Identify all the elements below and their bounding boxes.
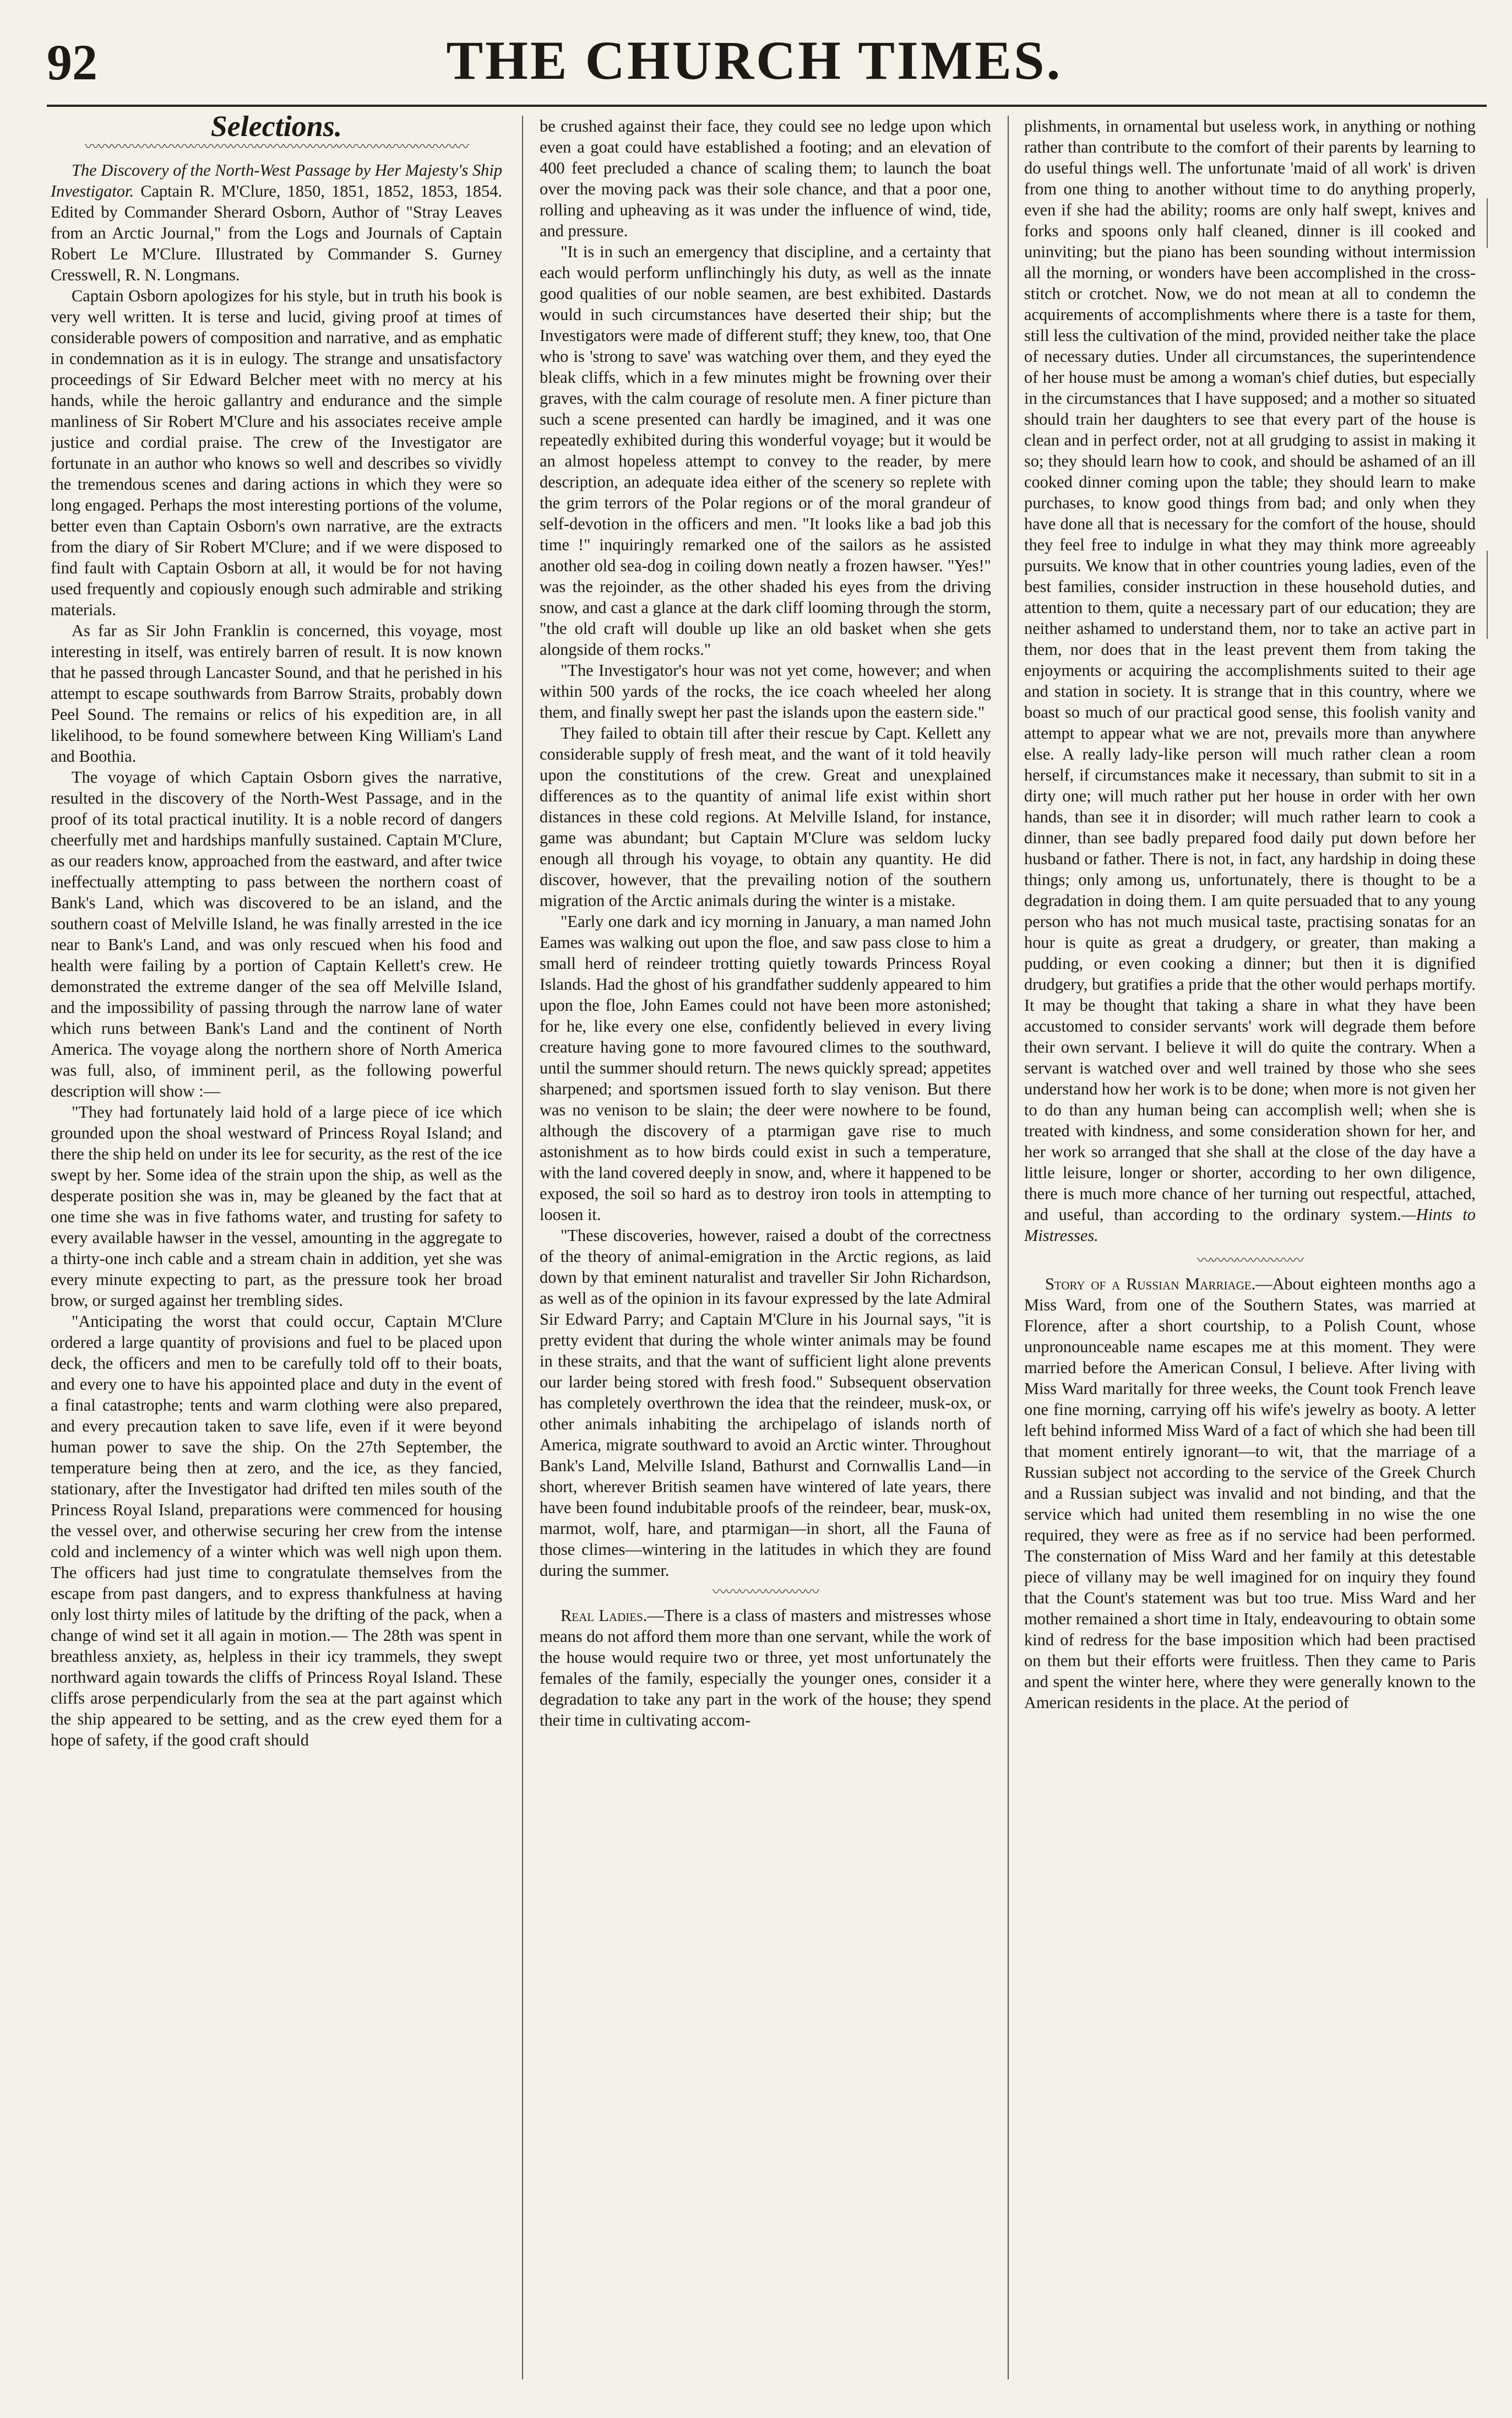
paragraph: As far as Sir John Franklin is concerned, this voyage, most interesting in itself, was entirely barren of result. It is now known that he passed through Lancaster Sound, and that he perished in his attempt to escape southwards from Barrow Straits, probably down Peel Sound. The remains or relics of his expedition are, in all likelihood, to be found somewhere between King William's Land and Boothia. xyxy=(51,621,502,766)
margin-mark xyxy=(1487,551,1488,639)
column-divider xyxy=(1008,116,1009,2379)
review-heading xyxy=(51,160,502,285)
section-heading: Selections. xyxy=(210,116,342,143)
page-header xyxy=(22,22,1487,99)
article-text: plishments, in ornamental but useless work, in anything or nothing rather than contribute to the comfort of their parents by learning to do useful things well. The unfortunate 'maid of all work' is driven from one thing to another without time to do anything properly, even if she had the ability; rooms are only half swept, knives and forks and spoons only half cleaned, dinner is ill cooked and uninviting; but the piano has been sounding without intermission all the morning, or wonders have been accomplished in the cross-stitch or crotchet. Now, we do not mean at all to condemn the acquirements of accomplishments where there is a taste for them, still less the cultivation of the mind, provided neither take the place of necessary duties. Under all circumstances, the superintendence of her house must be among a woman's chief duties, but especially in the circumstances that I have supposed; and a mother so situated should train her daughters to see that every part of the house is clean and in perfect order, not at all grudging to assist in making it so; they should learn how to cook, and should be ashamed of an ill cooked dinner coming upon the table; they should learn to make purchases, to know good things from bad; and only when they have done all that is necessary for the comfort of the house, should they feel free to indulge in what they may think more agreeably pursuits. We know that in other countries young ladies, even of the best families, consider instruction in these household duties, and attention to them, quite a necessary part of our education; they are neither ashamed to understand them, nor to take an active part in them, nor does that in the least prevent them from taking the enjoyments or acquiring the accomplishments suited to their age and station in society. It is strange that in this country, where we boast so much of our practical good sense, this foolish vanity and attempt to appear what we are not, prevails more than anywhere else. A really lady-like person will much rather clean a room herself, if circumstances make it necessary, than submit to sit in a dirty one; will much rather put her house in order with her own hands, than see it in disorder; will much rather learn to cook a dinner, than see badly prepared food daily put down before her husband or father. There is not, in fact, any hardship in doing these things; only among us, unfortunately, there is thought to be a degradation in doing them. I am quite persuaded that to any young person who has not much musical taste, practising sonatas for an hour is quite as great a drudgery, or greater, than making a pudding, or even cooking a dinner; but then it is dignified drudgery, but gratifies a pride that the other would perhaps mortify. It may be thought that taking a share in what they have been accustomed to consider servants' work will degrade them before their own servant. I believe it will do quite the contrary. When a servant is watched over and well trained by those who she sees understand how her work is to be done; when more is not given her to do than any human being can accomplish well; when she is treated with kindness, and some consideration shown for her, and her work so arranged that she shall at the close of the day have a little leisure, longer or shorter, according to her own diligence, there is much more chance of her turning out respectful, attached, and useful, than according to the ordinary system. xyxy=(1024,117,1476,1224)
page-number: 92 xyxy=(47,34,97,90)
article-heading: Real Ladies. xyxy=(561,1606,648,1625)
ornamental-rule: 〰〰〰〰〰〰〰〰〰〰〰〰〰〰〰〰〰〰〰〰〰〰〰〰〰〰〰〰〰 xyxy=(84,139,468,155)
column-divider xyxy=(522,116,523,2379)
article-text: —There is a class of masters and mistresses whose means do not afford them more than one servant, while the work of the house would require two or three, yet most unfortunately the females of the family, especially the younger ones, consider it a degradation to take any part in the work of the house; they spend their time in cultivating accom- xyxy=(540,1606,991,1730)
paragraph: The voyage of which Captain Osborn gives the narrative, resulted in the discovery of the North-West Passage, and in the proof of its total practical inutility. It is a noble record of dangers cheerfully met and hardships manfully sustained. Captain M'Clure, as our readers know, approached from the eastward, and after twice ineffectually attempting to pass between the northern coast of Bank's Land, which was discovered to be an island, and the southern coast of Melville Island, he was finally arrested in the ice near to Bank's Land, and was only rescued when his food and health were failing by a portion of Captain Kellett's crew. He demonstrated the extreme danger of the sea off Melville Island, and the impossibility of passing through the narrow lane of water which runs between Bank's Land and the continent of North America. The voyage along the northern shore of North America was full, also, of imminent peril, as the following powerful description will show :— xyxy=(51,768,502,1100)
paragraph: "It is in such an emergency that discipline, and a certainty that each would perform unflinchingly his duty, as well as the innate good qualities of our noble seamen, are best exhibited. Dastards would in such circumstances have deserted their ship; but the Investigators were made of different stuff; they knew, too, that One who is 'strong to save' was watching over them, and they eyed the bleak cliffs, which in a few minutes might be frowning over their graves, with the calm courage of resolute men. A finer picture than such a scene presented can hardly be imagined, and it was one repeatedly exhibited during this wonderful voyage; but it would be an almost hopeless attempt to convey to the reader, by mere description, an adequate idea either of the scenery so replete with the grim terrors of the Polar regions or of the moral grandeur of self-devotion in the officers and men. "It looks like a bad job this time !" inquiringly remarked one of the sailors as he assisted another old sea-dog in coiling down neatly a frozen hawser. "Yes!" was the rejoinder, as the other shaded his eyes from the driving snow, and cast a glance at the dark cliff looming through the storm, "the old craft will double up like an old basket when she gets alongside of them rocks." xyxy=(540,242,991,659)
margin-mark xyxy=(1487,198,1488,248)
paragraph: They failed to obtain till after their rescue by Capt. Kellett any considerable supply of fresh meat, and the want of it told heavily upon the constitutions of the crew. Great and unexplained differences as to the quantity of animal life exist within short distances in these cold regions. At Melville Island, for instance, game was abundant; but Captain M'Clure was seldom lucky enough all through his voyage, to obtain any quantity. He did discover, however, that the prevailing notion of the southern migration of the Arctic animals during the winter is a mistake. xyxy=(540,724,991,910)
ornamental-rule: 〰〰〰〰〰〰〰〰 xyxy=(1196,1253,1303,1268)
column-3 xyxy=(1024,116,1476,2385)
paragraph: Captain Osborn apologizes for his style, but in truth his book is very well written. It is terse and lucid, giving proof at times of considerable powers of composition and narrative, and as emphatic in condemnation as it is in eulogy. The strange and unsatisfactory proceedings of Sir Edward Belcher meet with no mercy at his hands, while the heroic gallantry and endurance and the simple manliness of Sir Robert M'Clure and his associates receive ample justice and cordial praise. The crew of the Investigator are fortunate in an author who knows so well and describes so vividly the tremendous scenes and daring actions in which they were so long engaged. Perhaps the most interesting portions of the volume, better even than Captain Osborn's own narrative, are the extracts from the diary of Sir Robert M'Clure; and if we were disposed to find fault with Captain Osborn at all, it would be for not having used frequently and copiously enough such admirable and striking materials. xyxy=(51,286,502,619)
real-ladies-article xyxy=(540,1605,991,1731)
paragraph: "They had fortunately laid hold of a large piece of ice which grounded upon the shoal westward of Princess Royal Island; and there the ship held on under its lee for security, as the rest of the ice swept by her. Some idea of the strain upon the ship, as well as the desperate position she was in, may be gleaned by the fact that at one time she was in five fathoms water, and trusting for safety to every available hawser in the vessel, amounting in the aggregate to a thirty-one inch cable and a stream chain in addition, yet she was every minute expecting to part, as the pressure took her broad brow, or surged against her trembling sides. xyxy=(51,1103,502,1310)
russian-marriage-article xyxy=(1024,1273,1476,1713)
article-source: —Hints to Mistresses. xyxy=(1024,1205,1476,1245)
newspaper-title: THE CHURCH TIMES. xyxy=(446,30,1063,91)
ornamental-rule: 〰〰〰〰〰〰〰〰 xyxy=(712,1584,818,1600)
paragraph: "Anticipating the worst that could occur, Captain M'Clure ordered a large quantity of provisions and fuel to be placed upon deck, the officers and men to be carefully told off to their boats, and every one to have his appointed place and duty in the event of a final catastrophe; tents and warm clothing were also prepared, and every precaution taken to save life, even if it were beyond human power to save the ship. On the 27th September, the temperature being then at zero, and the ice, as they fancied, stationary, after the Investigator had drifted ten miles south of the Princess Royal Island, preparations were commenced for housing the vessel over, and otherwise securing her crew from the intense cold and inclemency of a winter which was well nigh upon them. The officers had just time to congratulate themselves from the escape from past dangers, and to express thankfulness at having only lost thirty miles of latitude by the drifting of the pack, when a change of wind set it all again in motion.— The 28th was spent in breathless anxiety, as, helpless in their icy trammels, they swept northward again towards the cliffs of Princess Royal Island. These cliffs arose perpendicularly from the sea at the part against which the ship appeared to be setting, and as the crew eyed them for a hope of safety, if the good craft should xyxy=(51,1312,502,1749)
column-2 xyxy=(540,116,991,2385)
article-heading: Story of a Russian Marriage. xyxy=(1045,1275,1256,1293)
paragraph: be crushed against their face, they could see no ledge upon which even a goat could have established a footing; and an elevation of 400 feet precluded a chance of scaling them; to launch the boat over the moving pack was their sole chance, and that a poor one, rolling and upheaving as it was under the influence of wind, tide, and pressure. xyxy=(540,117,991,240)
real-ladies-continued xyxy=(1024,116,1476,1246)
article-text: —About eighteen months ago a Miss Ward, from one of the Southern States, was married at Florence, after a short courtship, to a Polish Count, whose unpronounceable name escapes me at this moment. They were married before the American Consul, I believe. After living with Miss Ward maritally for three weeks, the Count took French leave one fine morning, carrying off his wife's jewelry as booty. A letter left behind informed Miss Ward of a fact of which she had been till that moment entirely ignorant—to wit, that the marriage of a Russian subject not according to the service of the Greek Church and a Russian subject was invalid and not binding, and that the service which had united them resembling in no wise the one required, they were as free as if no service had been performed. The consternation of Miss Ward and her family at this detestable piece of villany may be well imagined for on inquiry they found that the Count's statement was but too true. Miss Ward and her mother remained a short time in Italy, endeavouring to obtain some kind of redress for the base imposition which had been practised on them but their efforts were fruitless. Then they came to Paris and spent the winter here, where they were generally known to the American residents in the place. At the period of xyxy=(1024,1275,1476,1712)
paragraph: "The Investigator's hour was not yet come, however; and when within 500 yards of the rocks, the ice coach wheeled her along them, and finally swept her past the islands upon the eastern side." xyxy=(540,661,991,722)
book-details: Captain R. M'Clure, 1850, 1851, 1852, 1853, 1854. Edited by Commander Sherard Osborn, Author of "Stray Leaves from an Arctic Journal," from the Logs and Journals of Captain Robert Le M'Clure. Illustrated by Commander S. Gurney Cresswell, R. N. Longmans. xyxy=(51,182,502,284)
header-rule xyxy=(47,105,1487,107)
paragraph: "Early one dark and icy morning in January, a man named John Eames was walking out upon the floe, and saw pass close to him a small herd of reindeer trotting quietly towards Princess Royal Islands. Had the ghost of his grandfather suddenly appeared to him upon the floe, John Eames could not have been more astonished; for he, like every one else, confidently believed in every living creature having gone to more favoured climes to the southward, until the summer should return. The news quickly spread; appetites sharpened; and sportsmen issued forth to slay venison. But there was no venison to be slain; the deer were nowhere to be found, although the discovery of a ptarmigan gave rise to much astonishment as to how birds could exist in such a temperature, with the land covered deeply in snow, and, where it happened to be exposed, the soil so hard as to destroy iron tools in attempting to loosen it. xyxy=(540,912,991,1224)
column-1 xyxy=(51,116,502,2385)
paragraph: "These discoveries, however, raised a doubt of the correctness of the theory of animal-emigration in the Arctic regions, as laid down by that eminent naturalist and traveller Sir John Richardson, as well as of the opinion in its favour expressed by the late Admiral Sir Edward Parry; and Captain M'Clure in his Journal says, "it is pretty evident that during the whole winter animals may be found in these straits, and that the want of sufficient light alone prevents our larder being stored with fresh food." Subsequent observation has completely overthrown the idea that the reindeer, musk-ox, or other animals inhabiting the archipelago of islands north of America, migrate southward to avoid an Arctic winter. Throughout Bank's Land, Melville Island, Bathurst and Cornwallis Land—in short, wherever British seamen have wintered of late years, there have been found indubitable proofs of the reindeer, bear, musk-ox, marmot, wolf, hare, and ptarmigan—in short, all the Fauna of those climes—wintering in the latitudes in which they are found during the summer. xyxy=(540,1226,991,1580)
book-title: The Discovery of the North-West Passage by Her Majesty's Ship Investigator. xyxy=(51,161,502,200)
